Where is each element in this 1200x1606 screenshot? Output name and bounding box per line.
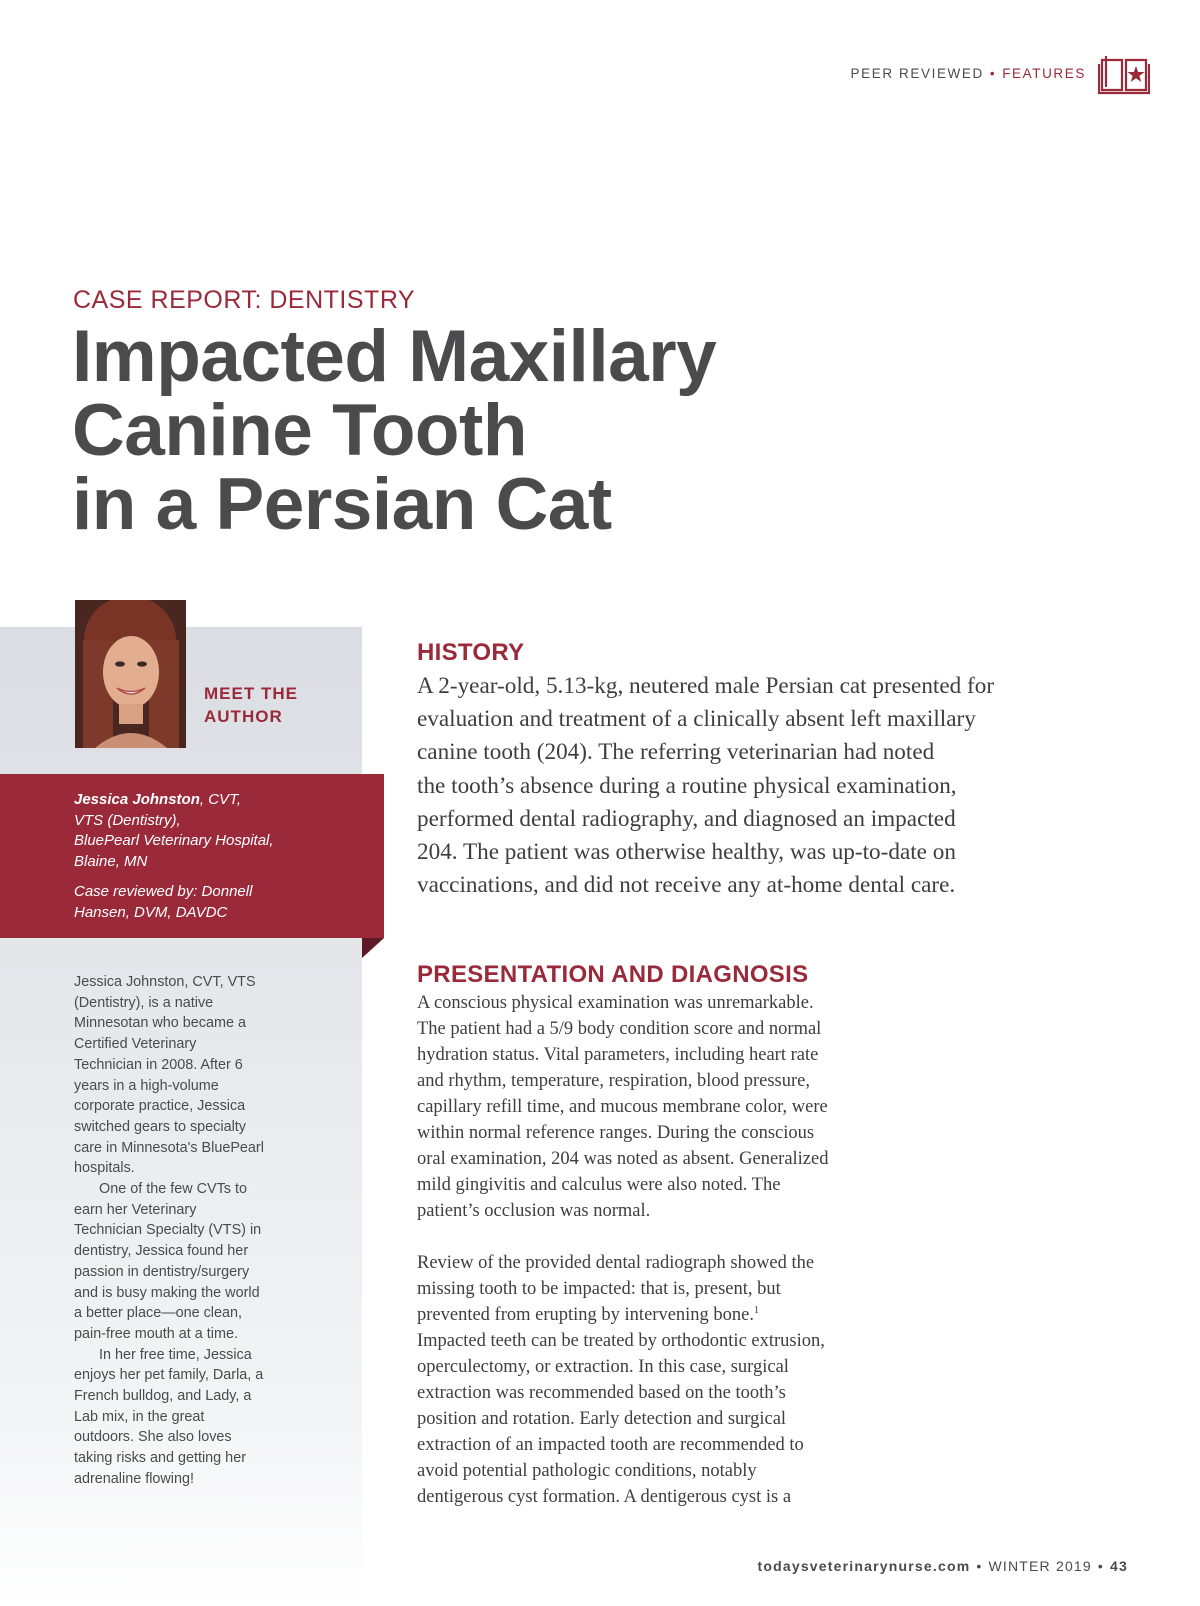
body-line bbox=[417, 1302, 897, 1328]
reviewer-line: Hansen, DVM, DAVDC bbox=[74, 903, 228, 921]
history-heading: HISTORY bbox=[417, 639, 525, 666]
bio-line: care in Minnesota's BluePearl bbox=[74, 1139, 264, 1156]
body-line: avoid potential pathologic conditions, notably bbox=[417, 1461, 757, 1481]
site-url: todaysveterinarynurse.com bbox=[757, 1558, 971, 1574]
article-title bbox=[72, 316, 972, 545]
body-line: A 2-year-old, 5.13-kg, neutered male Persian cat presented for bbox=[417, 673, 995, 699]
meet-line: MEET THE bbox=[204, 684, 298, 703]
bio-line: a better place—one clean, bbox=[74, 1305, 243, 1322]
bio-line: Minnesotan who became a bbox=[74, 1015, 246, 1032]
credential-line: Blaine, MN bbox=[74, 852, 148, 870]
meet-line: AUTHOR bbox=[204, 707, 283, 726]
bio-line: dentistry, Jessica found her bbox=[74, 1243, 249, 1260]
article-kicker: CASE REPORT: DENTISTRY bbox=[73, 286, 416, 314]
footer-separator: • bbox=[1097, 1558, 1105, 1574]
credential-line: BluePearl Veterinary Hospital, bbox=[74, 832, 274, 850]
band-fold-decoration bbox=[362, 938, 384, 958]
bio-line: Technician in 2008. After 6 bbox=[74, 1056, 243, 1073]
body-line: capillary refill time, and mucous membrane color, were bbox=[417, 1097, 828, 1117]
body-line: mild gingivitis and calculus were also noted. The bbox=[417, 1175, 781, 1195]
history-body bbox=[417, 670, 1077, 902]
body-line: extraction of an impacted tooth are recommended to bbox=[417, 1435, 804, 1455]
body-line: vaccinations, and did not receive any at-home dental care. bbox=[417, 872, 956, 899]
title-line: in a Persian Cat bbox=[72, 464, 612, 545]
peer-reviewed-label: PEER REVIEWED bbox=[850, 66, 984, 81]
author-bio bbox=[74, 972, 364, 1490]
body-line: evaluation and treatment of a clinically absent left maxillary bbox=[417, 706, 976, 733]
author-credentials bbox=[74, 790, 374, 924]
body-line: oral examination, 204 was noted as absent. Generalized bbox=[417, 1149, 829, 1169]
bio-line: switched gears to specialty bbox=[74, 1118, 246, 1135]
page-number: 43 bbox=[1110, 1558, 1128, 1574]
features-label: FEATURES bbox=[1002, 66, 1086, 81]
body-line: extraction was recommended based on the tooth’s bbox=[417, 1383, 786, 1403]
bio-line: taking risks and getting her bbox=[74, 1450, 246, 1467]
bio-line: French bulldog, and Lady, a bbox=[74, 1388, 252, 1405]
bio-line: outdoors. She also loves bbox=[74, 1429, 232, 1446]
presentation-body bbox=[417, 990, 897, 1510]
header-separator: • bbox=[989, 66, 997, 81]
page-footer bbox=[600, 1558, 1128, 1574]
credential-line: , CVT, bbox=[199, 791, 242, 808]
meet-the-author-label bbox=[204, 682, 298, 728]
bio-line: years in a high-volume bbox=[74, 1077, 219, 1094]
open-book-star-icon bbox=[1098, 52, 1150, 96]
bio-line: enjoys her pet family, Darla, a bbox=[74, 1367, 264, 1384]
bio-line: Lab mix, in the great bbox=[74, 1408, 205, 1425]
body-line: operculectomy, or extraction. In this case, surgical bbox=[417, 1357, 789, 1377]
body-line: performed dental radiography, and diagnosed an impacted bbox=[417, 805, 956, 832]
bio-line: adrenaline flowing! bbox=[74, 1470, 195, 1487]
author-photo bbox=[75, 600, 186, 748]
bio-line: and is busy making the world bbox=[74, 1284, 260, 1301]
footer-separator: • bbox=[976, 1558, 983, 1574]
title-line: Impacted Maxillary bbox=[72, 316, 717, 397]
body-line: 204. The patient was otherwise healthy, was up-to-date on bbox=[417, 839, 956, 866]
body-line: Impacted teeth can be treated by orthodontic extrusion, bbox=[417, 1331, 825, 1351]
bio-line: Technician Specialty (VTS) in bbox=[74, 1222, 262, 1239]
body-line: within normal reference ranges. During the conscious bbox=[417, 1123, 815, 1143]
body-line: Review of the provided dental radiograph showed the bbox=[417, 1253, 815, 1273]
title-line: Canine Tooth bbox=[72, 390, 527, 471]
reviewer-line: Case reviewed by: Donnell bbox=[74, 883, 253, 901]
body-line: dentigerous cyst formation. A dentigerous cyst is a bbox=[417, 1487, 792, 1507]
body-line: patient’s occlusion was normal. bbox=[417, 1201, 651, 1221]
author-name: Jessica Johnston bbox=[74, 791, 200, 808]
body-text: prevented from erupting by intervening bone. bbox=[417, 1305, 755, 1325]
bio-line: One of the few CVTs to bbox=[99, 1181, 247, 1198]
bio-line: hospitals. bbox=[74, 1160, 135, 1177]
bio-line: passion in dentistry/surgery bbox=[74, 1263, 250, 1280]
bio-line: corporate practice, Jessica bbox=[74, 1098, 246, 1115]
body-line: missing tooth to be impacted: that is, present, but bbox=[417, 1279, 781, 1299]
body-line: position and rotation. Early detection and surgical bbox=[417, 1409, 787, 1429]
bio-line: pain-free mouth at a time. bbox=[74, 1325, 238, 1342]
credential-line: VTS (Dentistry), bbox=[74, 811, 181, 829]
body-line: A conscious physical examination was unremarkable. bbox=[417, 993, 814, 1013]
issue-label: WINTER 2019 bbox=[988, 1558, 1092, 1574]
body-line: the tooth’s absence during a routine physical examination, bbox=[417, 772, 957, 799]
bio-line: Certified Veterinary bbox=[74, 1036, 197, 1053]
body-line: and rhythm, temperature, respiration, blood pressure, bbox=[417, 1071, 811, 1091]
bio-line: Jessica Johnston, CVT, VTS bbox=[74, 974, 256, 990]
bio-line: (Dentistry), is a native bbox=[74, 994, 214, 1011]
presentation-heading: PRESENTATION AND DIAGNOSIS bbox=[417, 961, 809, 988]
bio-line: In her free time, Jessica bbox=[99, 1346, 252, 1363]
body-line: The patient had a 5/9 body condition score and normal bbox=[417, 1019, 822, 1039]
body-line: hydration status. Vital parameters, including heart rate bbox=[417, 1045, 819, 1065]
body-line: canine tooth (204). The referring veterinarian had noted bbox=[417, 739, 935, 766]
reference-superscript: 1 bbox=[754, 1304, 760, 1316]
bio-line: earn her Veterinary bbox=[74, 1201, 197, 1218]
section-header bbox=[720, 66, 1086, 81]
